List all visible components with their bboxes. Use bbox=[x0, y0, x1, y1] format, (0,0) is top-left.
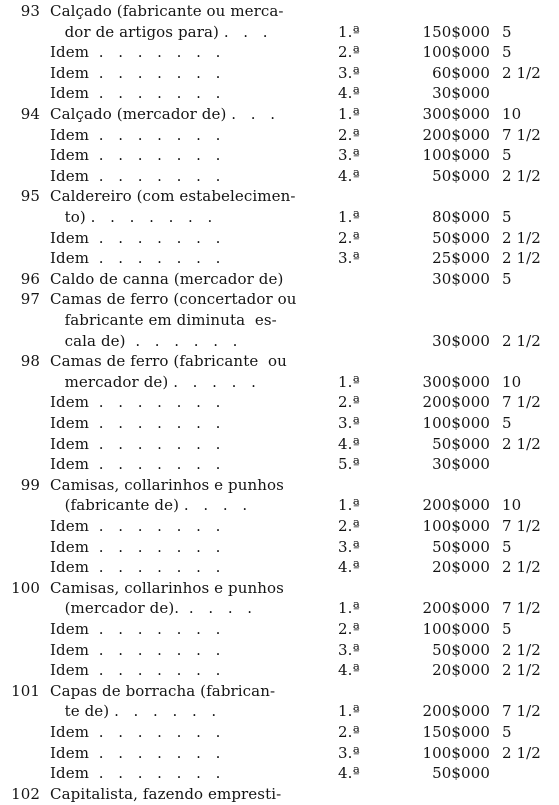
item-number: 101 bbox=[11, 681, 40, 700]
activity-description: Idem . . . . . . . bbox=[50, 537, 221, 556]
activity-description: Capitalista, fazendo empresti- bbox=[50, 784, 282, 803]
class-label: 4.ª bbox=[338, 661, 360, 680]
activity-description: Idem . . . . . . . bbox=[50, 146, 221, 165]
activity-description: Idem . . . . . . . bbox=[50, 661, 221, 680]
percentage-rate: 10 bbox=[502, 496, 522, 515]
activity-description: Calçado (mercador de) . . . bbox=[50, 105, 276, 123]
percentage-rate: 2 1/2 bbox=[502, 743, 541, 762]
percentage-rate: 2 1/2 bbox=[502, 661, 541, 680]
item-number: 93 bbox=[20, 2, 40, 20]
activity-description: dor de artigos para) . . . bbox=[50, 22, 268, 41]
tax-amount: 60$000 bbox=[432, 63, 490, 82]
activity-description: Idem . . . . . . . bbox=[50, 249, 221, 268]
class-label: 2.ª bbox=[338, 228, 360, 247]
tax-amount: 50$000 bbox=[432, 764, 490, 783]
activity-description: Capas de borracha (fabrican- bbox=[50, 681, 276, 700]
class-label: 3.ª bbox=[338, 414, 360, 432]
item-number: 99 bbox=[20, 475, 40, 494]
class-label: 4.ª bbox=[338, 166, 360, 185]
tax-amount: 50$000 bbox=[432, 228, 490, 247]
activity-description: Idem . . . . . . . bbox=[50, 228, 221, 247]
tariff-row bbox=[0, 144, 559, 166]
class-label: 1.ª bbox=[338, 208, 360, 226]
tariff-row bbox=[0, 391, 559, 413]
class-label: 4.ª bbox=[338, 84, 360, 103]
activity-description: Idem . . . . . . . bbox=[50, 166, 221, 185]
activity-description: Idem . . . . . . . bbox=[50, 434, 221, 453]
tariff-row bbox=[0, 103, 559, 125]
percentage-rate: 2 1/2 bbox=[502, 228, 541, 247]
tariff-row bbox=[0, 556, 559, 578]
class-label: 3.ª bbox=[338, 146, 360, 165]
percentage-rate: 5 bbox=[502, 22, 512, 41]
activity-description: Idem . . . . . . . bbox=[50, 640, 221, 659]
activity-description: Idem . . . . . . . bbox=[50, 393, 221, 412]
percentage-rate: 5 bbox=[502, 146, 512, 165]
activity-description: fabricante em diminuta es- bbox=[50, 311, 277, 329]
class-label: 2.ª bbox=[338, 723, 360, 741]
activity-description: Idem . . . . . . . bbox=[50, 84, 221, 103]
activity-description: mercador de) . . . . . bbox=[50, 372, 256, 391]
tariff-row bbox=[0, 330, 559, 352]
tariff-row bbox=[0, 494, 559, 516]
tax-amount: 25$000 bbox=[432, 249, 490, 268]
class-label: 2.ª bbox=[338, 620, 360, 638]
class-label: 3.ª bbox=[338, 63, 360, 82]
tariff-row bbox=[0, 721, 559, 743]
activity-description: Camas de ferro (concertador ou bbox=[50, 290, 297, 309]
percentage-rate: 10 bbox=[502, 105, 522, 123]
tariff-row bbox=[0, 41, 559, 63]
percentage-rate: 2 1/2 bbox=[502, 249, 541, 268]
tariff-row bbox=[0, 206, 559, 228]
activity-description: Camisas, collarinhos e punhos bbox=[50, 578, 284, 597]
tariff-row bbox=[0, 659, 559, 681]
percentage-rate: 5 bbox=[502, 620, 512, 638]
tariff-row bbox=[0, 453, 559, 475]
tariff-row bbox=[0, 124, 559, 146]
percentage-rate: 5 bbox=[502, 537, 512, 556]
tariff-row bbox=[0, 185, 559, 207]
activity-description: Idem . . . . . . . bbox=[50, 764, 221, 783]
tax-amount: 20$000 bbox=[432, 661, 490, 680]
tariff-row bbox=[0, 268, 559, 290]
activity-description: Caldereiro (com estabelecimen- bbox=[50, 187, 296, 206]
tariff-row bbox=[0, 742, 559, 764]
tax-amount: 100$000 bbox=[422, 43, 490, 62]
percentage-rate: 2 1/2 bbox=[502, 331, 541, 350]
tax-amount: 20$000 bbox=[432, 558, 490, 577]
activity-description: Idem . . . . . . . bbox=[50, 63, 221, 82]
tax-amount: 200$000 bbox=[422, 125, 490, 144]
tax-amount: 300$000 bbox=[422, 105, 490, 123]
tax-amount: 100$000 bbox=[422, 743, 490, 762]
class-label: 5.ª bbox=[338, 455, 360, 474]
activity-description: Idem . . . . . . . bbox=[50, 517, 221, 535]
tariff-row bbox=[0, 227, 559, 249]
tax-amount: 30$000 bbox=[432, 331, 490, 350]
percentage-rate: 5 bbox=[502, 43, 512, 62]
activity-description: cala de) . . . . . . bbox=[50, 331, 238, 350]
class-label: 2.ª bbox=[338, 393, 360, 412]
activity-description: Idem . . . . . . . bbox=[50, 414, 221, 432]
class-label: 4.ª bbox=[338, 558, 360, 577]
activity-description: Idem . . . . . . . bbox=[50, 743, 221, 762]
tariff-row bbox=[0, 350, 559, 372]
class-label: 1.ª bbox=[338, 496, 360, 515]
item-number: 102 bbox=[11, 784, 40, 803]
tax-amount: 100$000 bbox=[422, 620, 490, 638]
percentage-rate: 2 1/2 bbox=[502, 434, 541, 453]
tariff-row bbox=[0, 577, 559, 599]
item-number: 95 bbox=[20, 187, 40, 206]
activity-description: Idem . . . . . . . bbox=[50, 43, 221, 62]
tax-amount: 200$000 bbox=[422, 702, 490, 721]
activity-description: Idem . . . . . . . bbox=[50, 455, 221, 474]
percentage-rate: 7 1/2 bbox=[502, 599, 541, 618]
tariff-row bbox=[0, 700, 559, 722]
tariff-row bbox=[0, 0, 559, 22]
activity-description: (fabricante de) . . . . bbox=[50, 496, 248, 515]
class-label: 1.ª bbox=[338, 372, 360, 391]
tariff-row bbox=[0, 247, 559, 269]
activity-description: to) . . . . . . . bbox=[50, 208, 213, 226]
tariff-row bbox=[0, 165, 559, 187]
item-number: 96 bbox=[20, 269, 40, 288]
percentage-rate: 5 bbox=[502, 723, 512, 741]
tax-amount: 50$000 bbox=[432, 640, 490, 659]
tax-amount: 30$000 bbox=[432, 455, 490, 474]
class-label: 4.ª bbox=[338, 764, 360, 783]
item-number: 94 bbox=[20, 105, 40, 123]
tariff-row bbox=[0, 412, 559, 434]
class-label: 4.ª bbox=[338, 434, 360, 453]
class-label: 1.ª bbox=[338, 702, 360, 721]
item-number: 100 bbox=[11, 578, 40, 597]
tariff-row bbox=[0, 597, 559, 619]
tariff-row bbox=[0, 618, 559, 640]
tax-amount: 30$000 bbox=[432, 269, 490, 288]
percentage-rate: 7 1/2 bbox=[502, 702, 541, 721]
tax-amount: 50$000 bbox=[432, 434, 490, 453]
class-label: 3.ª bbox=[338, 743, 360, 762]
item-number: 97 bbox=[20, 290, 40, 309]
tariff-row bbox=[0, 62, 559, 84]
activity-description: Calçado (fabricante ou merca- bbox=[50, 2, 284, 20]
class-label: 2.ª bbox=[338, 517, 360, 535]
percentage-rate: 5 bbox=[502, 208, 512, 226]
tariff-row bbox=[0, 762, 559, 784]
tax-amount: 100$000 bbox=[422, 414, 490, 432]
tariff-row bbox=[0, 371, 559, 393]
activity-description: Caldo de canna (mercador de) bbox=[50, 269, 284, 288]
tax-amount: 300$000 bbox=[422, 372, 490, 391]
class-label: 3.ª bbox=[338, 249, 360, 268]
activity-description: te de) . . . . . . bbox=[50, 702, 217, 721]
activity-description: (mercador de). . . . . bbox=[50, 599, 253, 618]
class-label: 1.ª bbox=[338, 599, 360, 618]
tariff-row bbox=[0, 680, 559, 702]
tax-amount: 80$000 bbox=[432, 208, 490, 226]
tariff-row bbox=[0, 21, 559, 43]
activity-description: Idem . . . . . . . bbox=[50, 620, 221, 638]
percentage-rate: 5 bbox=[502, 414, 512, 432]
percentage-rate: 2 1/2 bbox=[502, 166, 541, 185]
tax-amount: 200$000 bbox=[422, 496, 490, 515]
activity-description: Idem . . . . . . . bbox=[50, 125, 221, 144]
class-label: 2.ª bbox=[338, 125, 360, 144]
tariff-row bbox=[0, 82, 559, 104]
percentage-rate: 7 1/2 bbox=[502, 125, 541, 144]
tariff-row bbox=[0, 536, 559, 558]
percentage-rate: 2 1/2 bbox=[502, 63, 541, 82]
tariff-row bbox=[0, 433, 559, 455]
tax-amount: 30$000 bbox=[432, 84, 490, 103]
tax-amount: 150$000 bbox=[422, 723, 490, 741]
percentage-rate: 5 bbox=[502, 269, 512, 288]
tax-amount: 50$000 bbox=[432, 166, 490, 185]
tariff-row bbox=[0, 309, 559, 331]
tariff-row bbox=[0, 783, 559, 805]
activity-description: Idem . . . . . . . bbox=[50, 723, 221, 741]
percentage-rate: 7 1/2 bbox=[502, 517, 541, 535]
percentage-rate: 7 1/2 bbox=[502, 393, 541, 412]
tariff-row bbox=[0, 639, 559, 661]
tax-amount: 200$000 bbox=[422, 393, 490, 412]
tax-amount: 100$000 bbox=[422, 517, 490, 535]
tax-amount: 50$000 bbox=[432, 537, 490, 556]
class-label: 2.ª bbox=[338, 43, 360, 62]
percentage-rate: 10 bbox=[502, 372, 522, 391]
class-label: 1.ª bbox=[338, 22, 360, 41]
class-label: 1.ª bbox=[338, 105, 360, 123]
percentage-rate: 2 1/2 bbox=[502, 558, 541, 577]
tariff-row bbox=[0, 474, 559, 496]
tax-amount: 200$000 bbox=[422, 599, 490, 618]
percentage-rate: 2 1/2 bbox=[502, 640, 541, 659]
item-number: 98 bbox=[20, 352, 40, 371]
class-label: 3.ª bbox=[338, 640, 360, 659]
tariff-row bbox=[0, 288, 559, 310]
class-label: 3.ª bbox=[338, 537, 360, 556]
activity-description: Camisas, collarinhos e punhos bbox=[50, 475, 284, 494]
activity-description: Camas de ferro (fabricante ou bbox=[50, 352, 287, 371]
activity-description: Idem . . . . . . . bbox=[50, 558, 221, 577]
tariff-row bbox=[0, 515, 559, 537]
tax-amount: 150$000 bbox=[422, 22, 490, 41]
tax-amount: 100$000 bbox=[422, 146, 490, 165]
